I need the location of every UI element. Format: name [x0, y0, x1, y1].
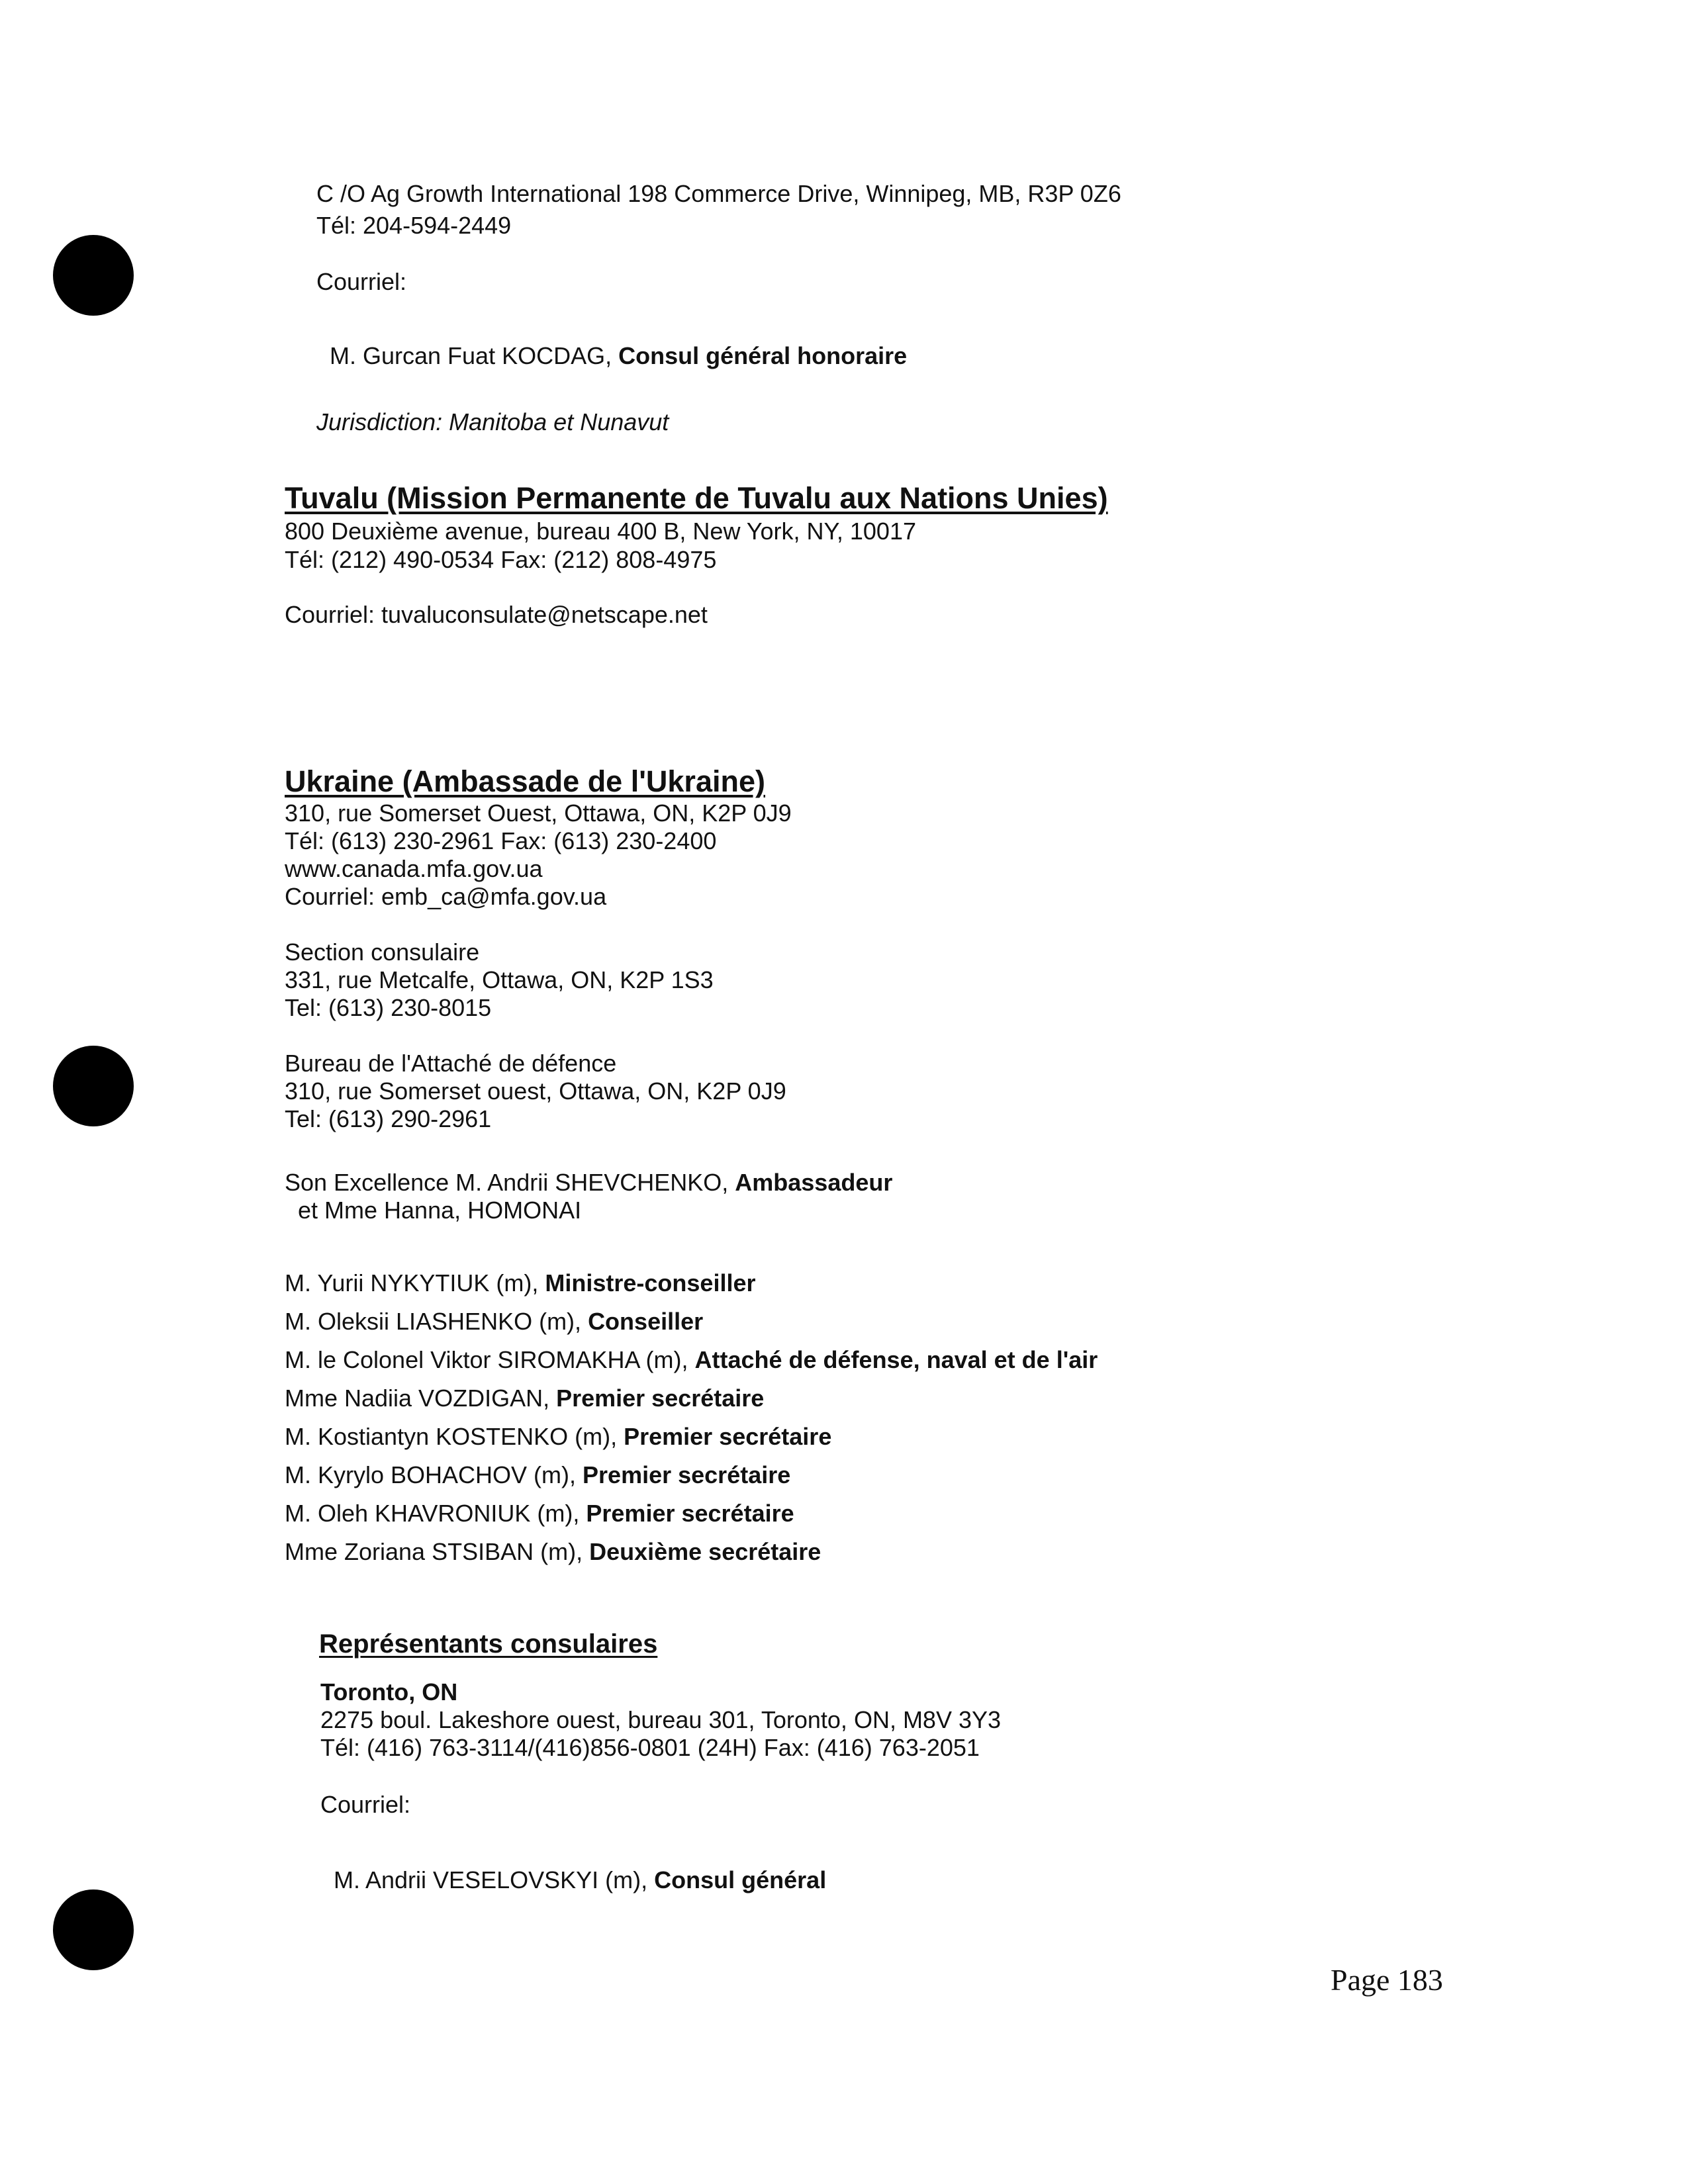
consular-reps-address: 2275 boul. Lakeshore ouest, bureau 301, Toronto, ON, M8V 3Y3	[320, 1706, 1002, 1733]
person-name: M. Andrii VESELOVSKYI (m),	[334, 1866, 655, 1893]
staff-title: Premier secrétaire	[624, 1423, 832, 1450]
staff-name: M. le Colonel Viktor SIROMAKHA (m),	[285, 1346, 695, 1373]
staff-entry	[285, 1494, 1098, 1533]
staff-entry	[285, 1341, 1098, 1379]
staff-title: Deuxième secrétaire	[589, 1538, 821, 1565]
phone-line: Tél: 204-594-2449	[316, 212, 512, 239]
punch-hole	[53, 1889, 134, 1970]
website-line: www.canada.mfa.gov.ua	[285, 855, 543, 882]
staff-name: M. Oleksii LIASHENKO (m),	[285, 1308, 588, 1335]
page-number: Page 183	[1331, 1963, 1443, 1997]
email-line: Courriel:	[316, 268, 407, 295]
punch-hole	[53, 1046, 134, 1126]
staff-entry	[285, 1533, 1098, 1571]
staff-name: Mme Nadiia VOZDIGAN,	[285, 1385, 557, 1412]
staff-title: Attaché de défense, naval et de l'air	[694, 1346, 1098, 1373]
consular-reps-city: Toronto, ON	[320, 1678, 458, 1706]
jurisdiction: Jurisdiction: Manitoba et Nunavut	[316, 408, 669, 435]
address-line: C /O Ag Growth International 198 Commerce Drive, Winnipeg, MB, R3P 0Z6	[316, 180, 1121, 207]
staff-entry	[285, 1264, 1098, 1302]
consular-reps-phone-fax: Tél: (416) 763-3114/(416)856-0801 (24H) Fax: (416) 763-2051	[320, 1734, 980, 1761]
staff-entry	[285, 1379, 1098, 1418]
email-line: Courriel: tuvaluconsulate@netscape.net	[285, 601, 708, 628]
section-heading-ukraine: Ukraine (Ambassade de l'Ukraine)	[285, 764, 765, 798]
staff-name: M. Kyrylo BOHACHOV (m),	[285, 1461, 583, 1488]
section-heading-tuvalu: Tuvalu (Mission Permanente de Tuvalu aux Nations Unies)	[285, 481, 1108, 515]
address-line: 310, rue Somerset Ouest, Ottawa, ON, K2P 0J9	[285, 799, 792, 827]
defence-attache-title: Bureau de l'Attaché de défence	[285, 1050, 617, 1077]
phone-fax-line: Tél: (212) 490-0534 Fax: (212) 808-4975	[285, 546, 717, 573]
staff-name: Mme Zoriana STSIBAN (m),	[285, 1538, 590, 1565]
staff-title: Premier secrétaire	[586, 1500, 794, 1527]
staff-entry	[285, 1456, 1098, 1494]
person-title: Consul général	[654, 1866, 827, 1893]
staff-entry	[285, 1418, 1098, 1456]
person-title: Consul général honoraire	[618, 342, 908, 369]
staff-title: Conseiller	[588, 1308, 704, 1335]
staff-entry	[285, 1302, 1098, 1341]
ambassador-name: Son Excellence M. Andrii SHEVCHENKO,	[285, 1169, 735, 1196]
staff-title: Premier secrétaire	[556, 1385, 765, 1412]
ambassador-title: Ambassadeur	[735, 1169, 893, 1196]
consular-reps-email: Courriel:	[320, 1791, 411, 1818]
consular-reps-person	[334, 1866, 826, 1894]
address-line: 800 Deuxième avenue, bureau 400 B, New York, NY, 10017	[285, 518, 916, 545]
staff-title: Ministre-conseiller	[545, 1269, 756, 1297]
consular-section-title: Section consulaire	[285, 938, 480, 966]
email-line: Courriel: emb_ca@mfa.gov.ua	[285, 883, 607, 910]
defence-attache-phone: Tel: (613) 290-2961	[285, 1105, 492, 1132]
staff-list	[285, 1264, 1098, 1571]
defence-attache-address: 310, rue Somerset ouest, Ottawa, ON, K2P 0J9	[285, 1077, 786, 1105]
ambassador-entry	[285, 1169, 892, 1197]
staff-name: M. Yurii NYKYTIUK (m),	[285, 1269, 545, 1297]
phone-fax-line: Tél: (613) 230-2961 Fax: (613) 230-2400	[285, 827, 717, 854]
staff-name: M. Oleh KHAVRONIUK (m),	[285, 1500, 586, 1527]
ambassador-spouse: et Mme Hanna, HOMONAI	[298, 1197, 582, 1224]
consul-entry	[330, 342, 907, 370]
staff-title: Premier secrétaire	[583, 1461, 791, 1488]
punch-hole	[53, 235, 134, 316]
consular-section-phone: Tel: (613) 230-8015	[285, 994, 492, 1021]
staff-name: M. Kostiantyn KOSTENKO (m),	[285, 1423, 624, 1450]
consular-section-address: 331, rue Metcalfe, Ottawa, ON, K2P 1S3	[285, 966, 714, 993]
consular-reps-heading: Représentants consulaires	[319, 1629, 658, 1659]
person-name: M. Gurcan Fuat KOCDAG,	[330, 342, 619, 369]
